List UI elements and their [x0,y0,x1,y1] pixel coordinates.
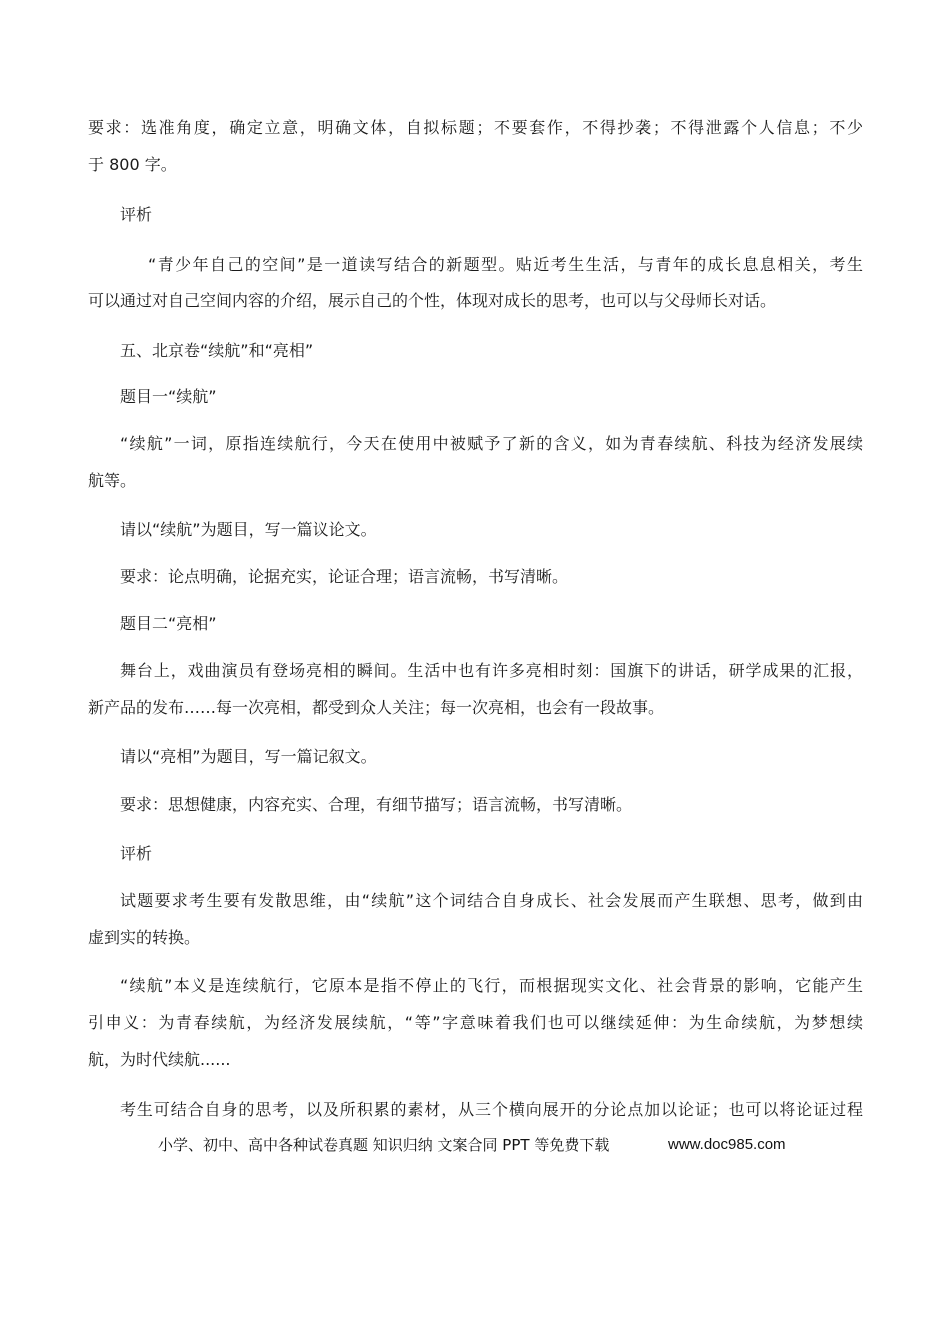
section-heading: 五、北京卷“续航”和“亮相” [120,341,314,360]
paragraph-line: 可以通过对自己空间内容的介绍，展示自己的个性，体现对成长的思考，也可以与父母师长对话。 [88,291,777,310]
paragraph-line: 新产品的发布……每一次亮相，都受到众人关注；每一次亮相，也会有一段故事。 [88,698,665,717]
paragraph-line: 航等。 [88,471,137,490]
paragraph-line: 要求：论点明确，论据充实，论证合理；语言流畅，书写清晰。 [120,567,569,586]
paragraph-line: 请以“续航”为题目，写一篇议论文。 [120,520,377,539]
paragraph-line: 要求：选准角度，确定立意，明确文体，自拟标题；不要套作，不得抄袭；不得泄露个人信息；不少 [88,118,863,137]
footer-text: 小学、初中、高中各种试卷真题 知识归纳 文案合同 PPT 等免费下载 [158,1136,610,1154]
paragraph-line: 航，为时代续航...... [88,1050,231,1069]
paragraph-line: 试题要求考生要有发散思维，由“续航”这个词结合自身成长、社会发展而产生联想、思考，做到由 [120,891,863,910]
section-heading: 评析 [120,205,153,224]
section-heading: 评析 [120,844,153,863]
paragraph-line: 于 800 字。 [88,155,177,174]
paragraph-line: “青少年自己的空间”是一道读写结合的新题型。贴近考生生活，与青年的成长息息相关，考生 [148,255,863,274]
paragraph-line: 要求：思想健康，内容充实、合理，有细节描写；语言流畅，书写清晰。 [120,795,633,814]
paragraph-line: 舞台上，戏曲演员有登场亮相的瞬间。生活中也有许多亮相时刻：国旗下的讲话，研学成果的汇报， [120,661,863,680]
footer-link[interactable]: www.doc985.com [668,1136,786,1153]
paragraph-line: “续航”一词，原指连续航行，今天在使用中被赋予了新的含义，如为青春续航、科技为经济发展续 [120,434,863,453]
paragraph-line: 虚到实的转换。 [88,928,201,947]
subheading: 题目二“亮相” [120,614,217,633]
paragraph-line: 引申义：为青春续航，为经济发展续航，“等”字意味着我们也可以继续延伸：为生命续航，为梦想续 [88,1013,863,1032]
paragraph-line: “续航”本义是连续航行，它原本是指不停止的飞行，而根据现实文化、社会背景的影响，它能产生 [120,976,863,995]
paragraph-line: 考生可结合自身的思考，以及所积累的素材，从三个横向展开的分论点加以论证；也可以将论证过程 [120,1100,863,1119]
paragraph-line: 请以“亮相”为题目，写一篇记叙文。 [120,747,377,766]
subheading: 题目一“续航” [120,387,217,406]
